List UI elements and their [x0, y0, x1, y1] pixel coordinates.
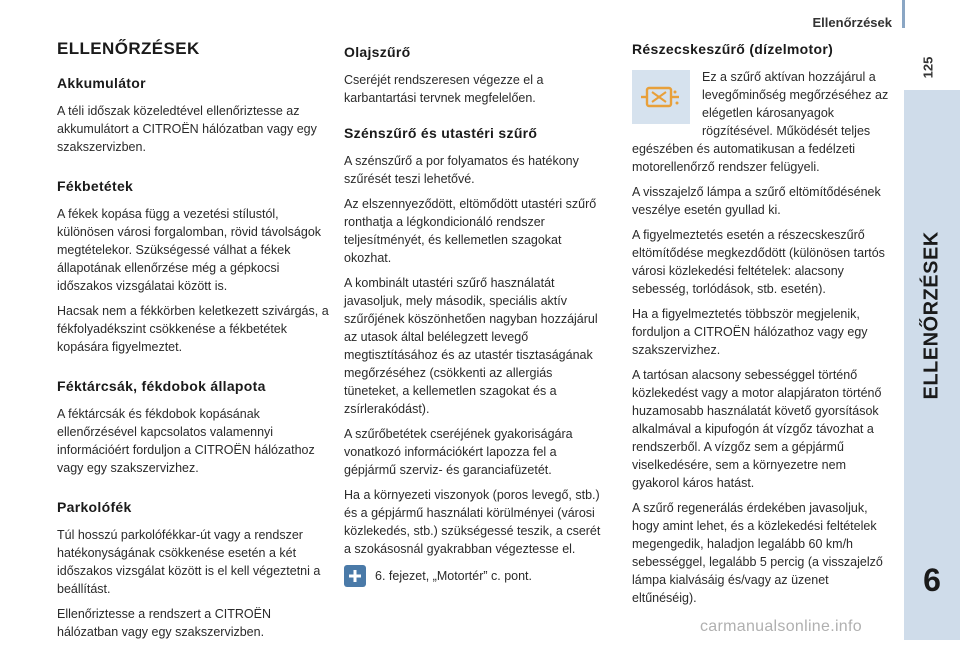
paragraph: Cseréjét rendszeresen végezze el a karbantartási tervnek megfelelően. — [344, 73, 544, 105]
paragraph: A figyelmeztetés esetén a részecskeszűrő eltömítődése megkezdődött (különösen tartós városi közlekedési feltételek: alacsony sebesség, torlódások, stb. esetén). — [632, 228, 885, 296]
cross-reference — [344, 565, 609, 587]
paragraph: A féktárcsák és fékdobok kopásának ellenőrzésével kapcsolatos valamennyi információért forduljon a CITROËN hálózathoz vagy egy szakszervizhez. — [57, 407, 315, 475]
watermark: carmanualsonline.info — [700, 618, 862, 635]
page-title: ELLENŐRZÉSEK — [57, 39, 200, 58]
paragraph: A kombinált utastéri szűrő használatát javasoljuk, mely második, speciális aktív szűrőjének köszönhetően nagyban hozzájárul az utasok által belélegzett levegő megtisztításához és az utastér tisztaságának megőrzéséhez (csökkenti az allergiás tüneteket, a kellemetlen szagokat és a zsírlerakódást). — [344, 276, 598, 416]
paragraph: A visszajelző lámpa a szűrő eltömítődésének veszélye esetén gyullad ki. — [632, 185, 881, 217]
paragraph: A fékek kopása függ a vezetési stílustól, különösen városi forgalomban, rövid távolságok megtételekor. Szükségessé válhat a fékek állapotának ellenőrzése még a gépkocsi időszakos vizsgálatai között is. — [57, 207, 322, 293]
chapter-side-label — [921, 344, 944, 400]
paragraph: A szűrőbetétek cseréjének gyakoriságára vonatkozó információkért lapozza fel a gépjármű szerviz- és garanciafüzetét. — [344, 427, 573, 477]
paragraph: A tartósan alacsony sebességgel történő közlekedést vagy a motor alapjáraton történő huzamosabb használatát követő gyorsítások alkalmával a kipufogón át vízgőz távozhat a rendszerből. A vízgőz sem a gépjármű viselkedésére, sem a környezetre nem gyakorol káros hatást. — [632, 368, 882, 490]
chapter-number: 6 — [923, 562, 941, 598]
heading-szenszuro: Szénszűrő és utastéri szűrő — [344, 125, 538, 141]
column-right — [632, 40, 894, 614]
heading-reszecskeszuro: Részecskeszűrő (dízelmotor) — [632, 41, 834, 57]
heading-parkolofek: Parkolófék — [57, 499, 132, 515]
heading-fektarcsak: Féktárcsák, fékdobok állapota — [57, 378, 266, 394]
heading-fekbetetek: Fékbetétek — [57, 178, 134, 194]
particle-filter-icon — [632, 70, 690, 124]
paragraph: A szűrő regenerálás érdekében javasoljuk, hogy amint lehet, és a közlekedési feltételek megengedik, haladjon legalább 60 km/h sebességgel, legalább 5 percig (a visszajelző lámpa kialvásáig és/vagy az üzenet eltűnéséig). — [632, 501, 883, 605]
paragraph: Ha a figyelmeztetés többször megjelenik, forduljon a CITROËN hálózathoz vagy egy szakszervizhez. — [632, 307, 868, 357]
paragraph: Túl hosszú parkolófékkar-út vagy a rendszer hatékonyságának csökkenése esetén a két időszakos vizsgálat között is el kell végeztetni a beállítást. — [57, 528, 321, 596]
paragraph: Hacsak nem a fékkörben keletkezett szivárgás, a fékfolyadékszint csökkenése a fékbetétek kopására figyelmeztet. — [57, 304, 329, 354]
cross-reference-text: 6. fejezet, „Motortér” c. pont. — [375, 569, 533, 583]
heading-olajszuro: Olajszűrő — [344, 44, 411, 60]
paragraph: A téli időszak közeledtével ellenőriztesse az akkumulátort a CITROËN hálózatban vagy egy szakszervizben. — [57, 104, 317, 154]
header-title: Ellenőrzések — [812, 15, 892, 30]
column-middle — [344, 40, 609, 587]
paragraph: Ellenőriztesse a rendszert a CITROËN hálózatban vagy egy szakszervizben. — [57, 607, 271, 639]
paragraph: A szénszűrő a por folyamatos és hatékony szűrését teszi lehetővé. — [344, 154, 579, 186]
column-left — [57, 40, 329, 648]
paragraph: Ha a környezeti viszonyok (poros levegő, stb.) és a gépjármű használati körülményei (városi közlekedés, stb.) szükségessé teszik, a cserét a szokásosnál gyakrabban végeztesse el. — [344, 488, 601, 556]
plus-icon — [344, 565, 366, 587]
paragraph: Az elszennyeződött, eltömődött utastéri szűrő ronthatja a légkondicionáló rendszer teljesítményét, és kellemetlen szagokat okozhat. — [344, 197, 597, 265]
header-divider — [902, 0, 905, 28]
paragraph: Ez a szűrő aktívan hozzájárul a levegőminőség megőrzéséhez az elégetlen károsanyagok rögzítésével. Működését teljes egészében és automatikusan a fedélzeti motorellenőrző rendszer felügyeli. — [632, 70, 889, 174]
heading-akkumulator: Akkumulátor — [57, 75, 146, 91]
page-number: 125 — [920, 56, 936, 79]
